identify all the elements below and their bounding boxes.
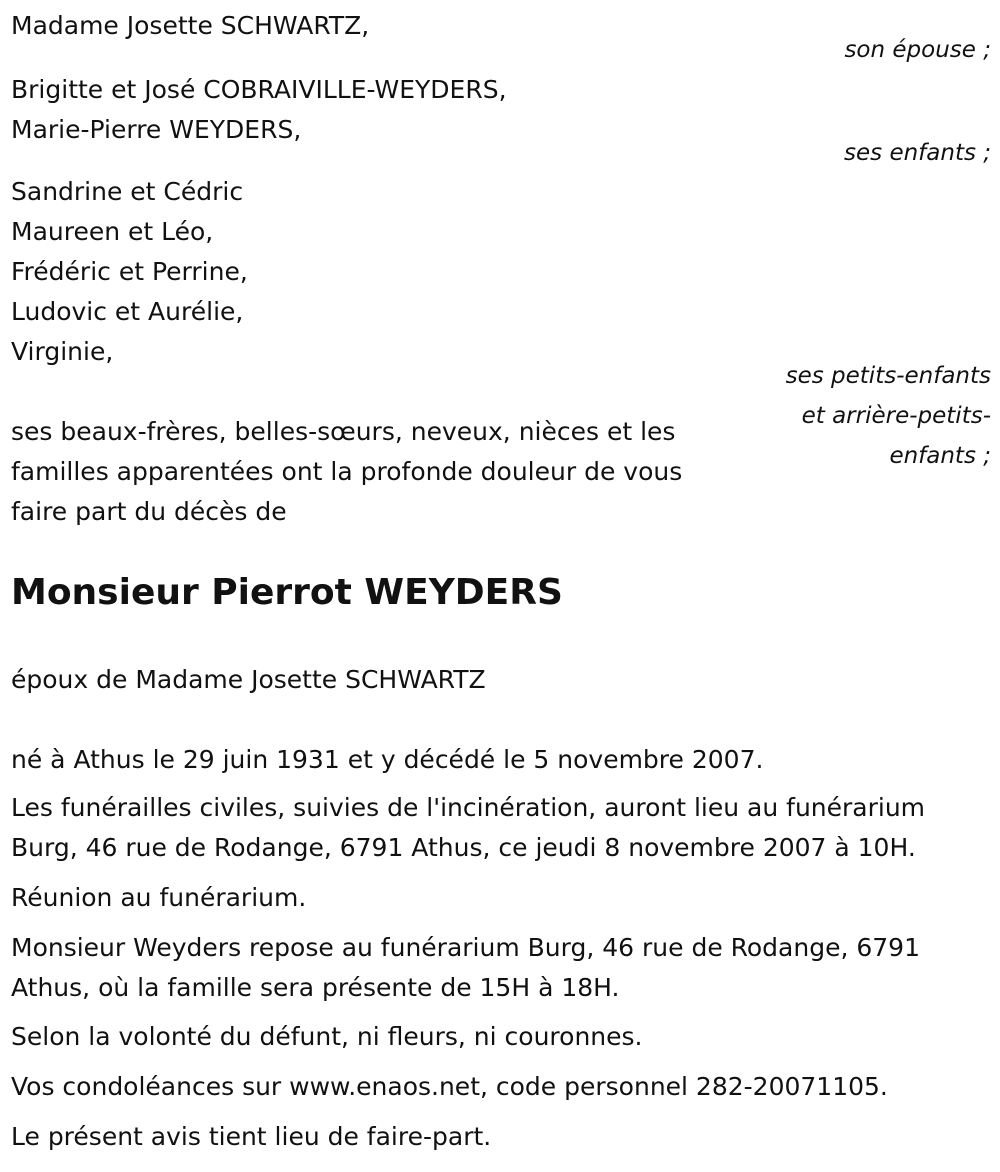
others-line-1: ses beaux-frères, belles-sœurs, neveux, nièces et les — [11, 417, 676, 446]
grandchildren-relation-line-1: ses petits-enfants — [785, 363, 991, 389]
deceased-spouse-of: époux de Madame Josette SCHWARTZ — [11, 665, 486, 694]
notice-info: Le présent avis tient lieu de faire-part. — [11, 1122, 492, 1151]
spouse-name: Madame Josette SCHWARTZ, — [11, 11, 370, 40]
grandchild-4: Ludovic et Aurélie, — [11, 297, 244, 326]
spouse-relation: son épouse ; — [844, 37, 991, 63]
children-relation: ses enfants ; — [844, 140, 991, 166]
birth-death: né à Athus le 29 juin 1931 et y décédé le 5 novembre 2007. — [11, 745, 764, 774]
resting-info: Monsieur Weyders repose au funérarium Burg, 46 rue de Rodange, 6791 Athus, où la famille sera présente de 15H à 18H. — [11, 933, 920, 1002]
child-2: Marie-Pierre WEYDERS, — [11, 115, 302, 144]
grandchild-1: Sandrine et Cédric — [11, 177, 244, 206]
child-1: Brigitte et José COBRAIVILLE-WEYDERS, — [11, 75, 507, 104]
grandchild-3: Frédéric et Perrine, — [11, 257, 248, 286]
funeral-details: Les funérailles civiles, suivies de l'incinération, auront lieu au funérarium Burg, 46 rue de Rodange, 6791 Athus, ce jeudi 8 novembre 2007 à 10H. — [11, 793, 926, 862]
deceased-name: Monsieur Pierrot WEYDERS — [11, 572, 563, 613]
wishes-info: Selon la volonté du défunt, ni fleurs, ni couronnes. — [11, 1022, 643, 1051]
grandchildren-relation-line-2: et arrière-petits- — [801, 403, 991, 429]
condolences-info: Vos condoléances sur www.enaos.net, code personnel 282-20071105. — [11, 1072, 888, 1101]
grandchildren-relation-line-3: enfants ; — [889, 443, 991, 469]
grandchild-5: Virginie, — [11, 337, 114, 366]
grandchild-2: Maureen et Léo, — [11, 217, 214, 246]
reunion-info: Réunion au funérarium. — [11, 883, 307, 912]
others-line-2: familles apparentées ont la profonde douleur de vous — [11, 457, 683, 486]
others-line-3: faire part du décès de — [11, 497, 287, 526]
